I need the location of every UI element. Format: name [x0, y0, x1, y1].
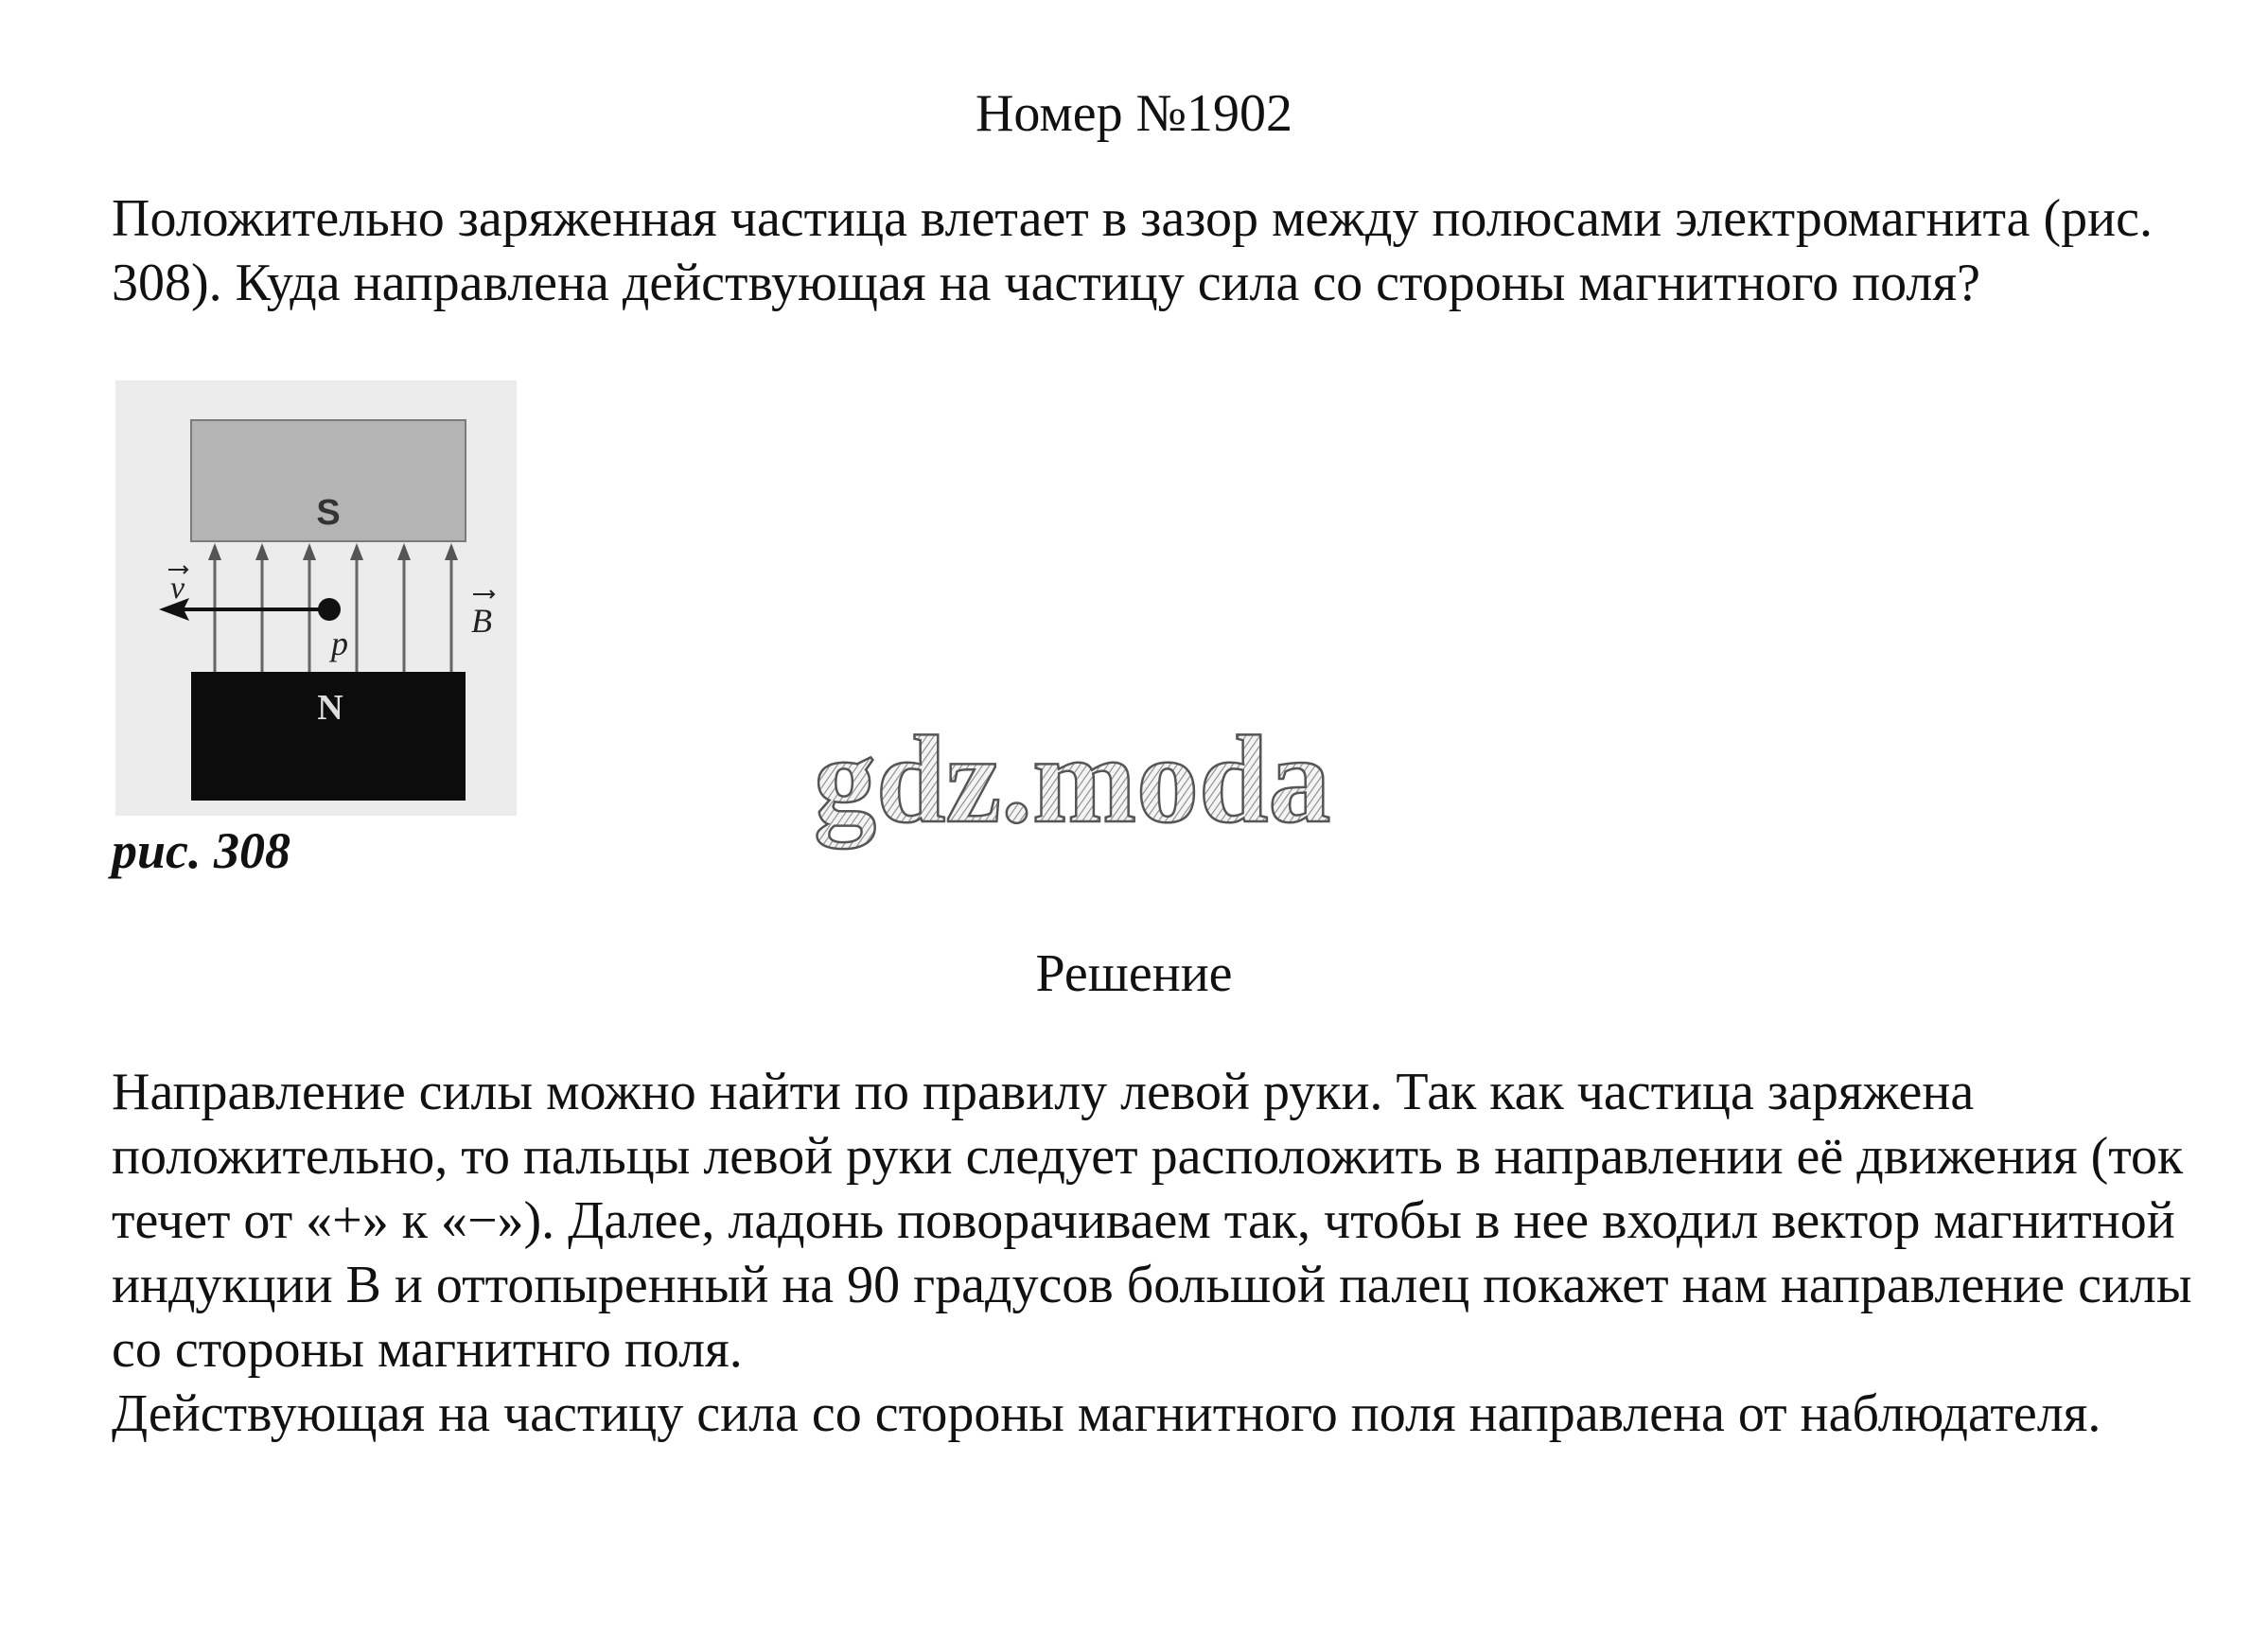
- particle-label: p: [331, 625, 348, 662]
- pole-n-label: N: [317, 688, 343, 728]
- electromagnet-diagram: [115, 380, 517, 816]
- watermark-logo: [806, 710, 1468, 871]
- velocity-label: v: [170, 571, 185, 606]
- figure-308: [115, 380, 517, 816]
- page-title: Номер №1902: [975, 84, 1293, 143]
- problem-statement: Положительно заряженная частица влетает в зазор между полюсами электромагнита (рис. 308). Куда направлена действующая на частицу сила со стороны магнитного поля?: [112, 189, 2153, 312]
- pole-s-label: S: [316, 493, 341, 533]
- watermark-text: gdz.moda: [814, 710, 1331, 849]
- solution-heading: Решение: [1035, 944, 1233, 1003]
- solution-answer: Действующая на частицу сила со стороны магнитного поля направлена от наблюдателя.: [112, 1384, 2101, 1443]
- field-label: B: [471, 602, 492, 640]
- solution-paragraph: Направление силы можно найти по правилу левой руки. Так как частица заряжена положительно, то пальцы левой руки следует расположить в направлении её движения (ток течет от «+» к «−»). Далее, ладонь поворачиваем так, чтобы в нее входил вектор магнитной индукции B и оттопыренный на 90 градусов большой палец покажет нам направление силы со стороны магнитнго поля.: [112, 1063, 2192, 1379]
- solution-body: [112, 1060, 2231, 1446]
- figure-caption: рис. 308: [112, 822, 290, 879]
- particle: [318, 598, 341, 621]
